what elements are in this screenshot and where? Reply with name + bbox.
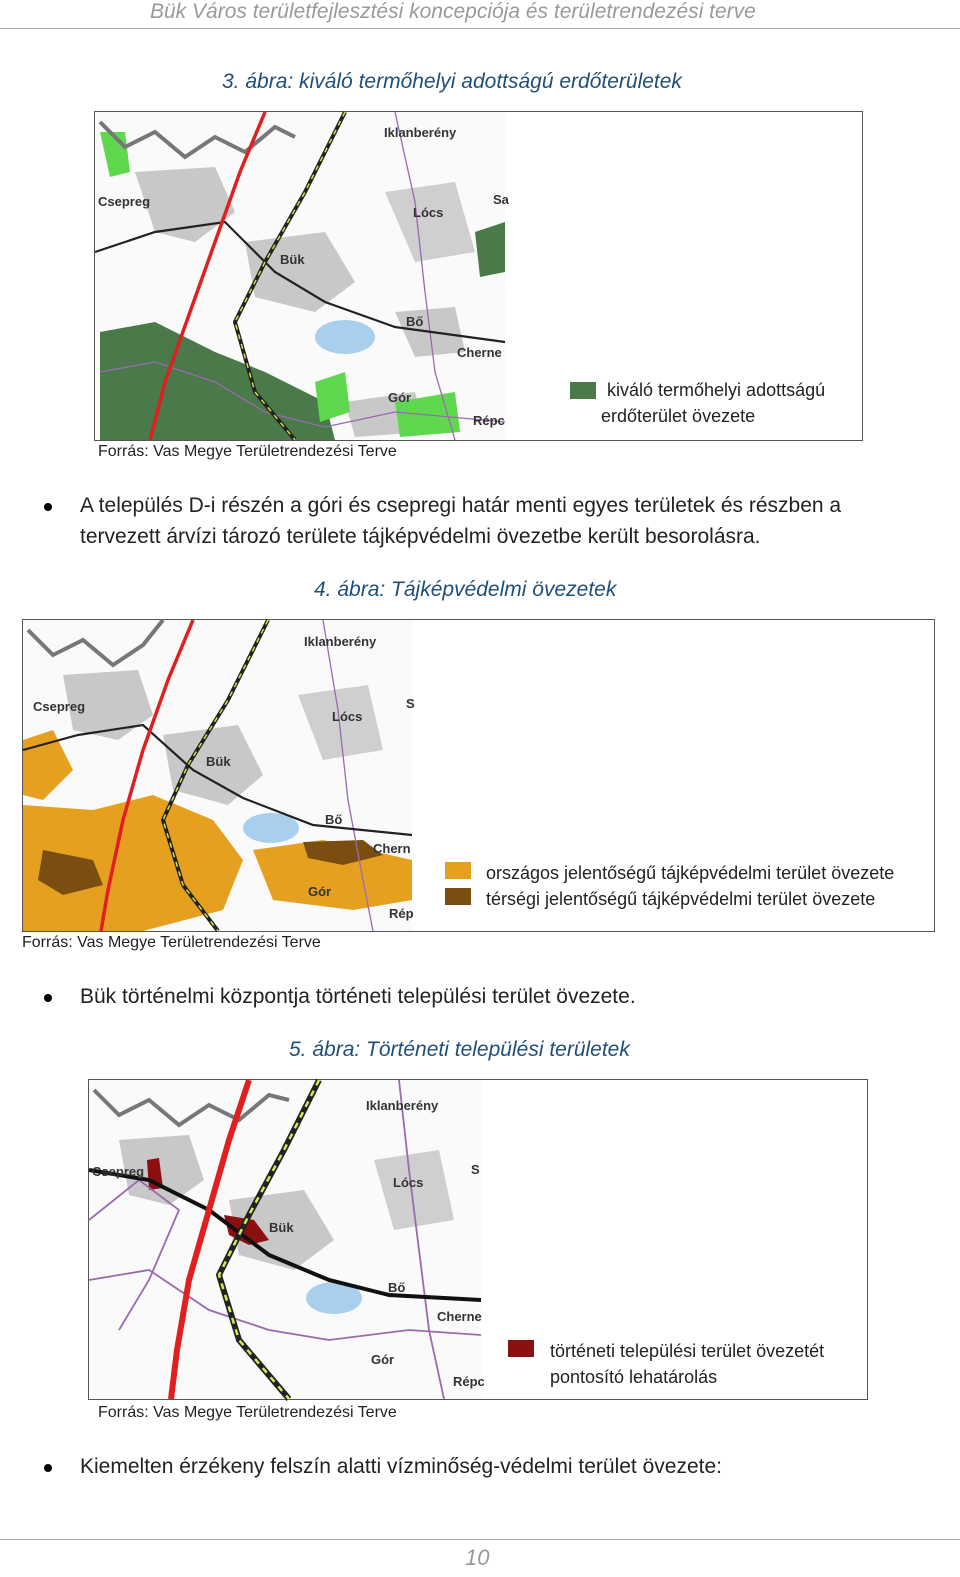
legend-label-forest-line2: erdőterület övezete <box>601 406 756 426</box>
place-label: Chern <box>373 841 411 856</box>
place-label: Lócs <box>332 709 363 724</box>
place-label: Csepreg <box>33 699 86 714</box>
legend-label-national: országos jelentőségű tájképvédelmi terület övezete <box>486 863 895 883</box>
bullet-1 <box>44 503 52 511</box>
place-label: Gór <box>388 390 412 405</box>
legend-label-forest-line1: kiváló termőhelyi adottságú <box>607 380 826 400</box>
figure-4-caption: 4. ábra: Tájképvédelmi övezetek <box>314 578 617 601</box>
legend-swatch-regional <box>445 888 471 905</box>
place-label: Iklanberény <box>304 634 377 649</box>
place-label: Rép <box>389 906 414 921</box>
legend-label-historic-line2: pontosító lehatárolás <box>550 1367 718 1387</box>
place-label: Bő <box>406 314 424 329</box>
place-label: Gór <box>371 1352 395 1367</box>
figure-4-box <box>22 619 935 932</box>
place-label: Cherne <box>437 1309 482 1324</box>
figure-5-map <box>89 1080 485 1399</box>
paragraph-1-line2: tervezett árvízi tározó területe tájképvédelmi övezetbe került besorolásra. <box>80 525 761 548</box>
place-label: Bő <box>388 1280 406 1295</box>
place-label: Cherne <box>457 345 502 360</box>
figure-4-map <box>23 620 415 931</box>
figure-3-caption: 3. ábra: kiváló termőhelyi adottságú erdőterületek <box>222 70 682 93</box>
paragraph-2: Bük történelmi központja történeti települési terület övezete. <box>80 985 636 1008</box>
header-title: Bük Város területfejlesztési koncepciója és területrendezési terve <box>150 0 756 23</box>
legend-swatch-national <box>445 862 471 879</box>
place-label: Lócs <box>413 205 444 220</box>
page-number: 10 <box>465 1545 490 1570</box>
paragraph-1-line1: A település D-i részén a góri és csepregi határ menti egyes területek és részben a <box>80 494 842 517</box>
page-header <box>0 0 960 29</box>
place-label: Répc <box>473 413 505 428</box>
place-label: Gór <box>308 884 332 899</box>
place-label: Répc <box>453 1374 485 1389</box>
place-label: Bük <box>280 252 305 267</box>
paragraph-3: Kiemelten érzékeny felszín alatti vízminőség-védelmi terület övezete: <box>80 1455 722 1478</box>
legend-swatch-historic <box>508 1340 534 1357</box>
figure-5-box <box>88 1079 868 1400</box>
legend-label-historic-line1: történeti települési terület övezetét <box>550 1341 825 1361</box>
place-label: Csepreg <box>98 194 151 209</box>
place-label: Sa <box>493 192 509 207</box>
figure-3-box <box>94 111 863 441</box>
place-label: Bük <box>206 754 231 769</box>
place-label: S <box>406 696 415 711</box>
legend-label-regional: térségi jelentőségű tájképvédelmi terület övezete <box>486 889 876 909</box>
place-label: Iklanberény <box>366 1098 439 1113</box>
figure-3-source: Forrás: Vas Megye Területrendezési Terve <box>98 443 397 460</box>
figure-5-caption: 5. ábra: Történeti települési területek <box>289 1038 630 1061</box>
footer-divider <box>0 1539 960 1540</box>
place-label: S <box>471 1162 480 1177</box>
place-label: Bő <box>325 812 343 827</box>
place-label: Iklanberény <box>384 125 457 140</box>
bullet-3 <box>44 1464 52 1472</box>
figure-4-source: Forrás: Vas Megye Területrendezési Terve <box>22 934 321 951</box>
place-label: Csepreg <box>92 1164 145 1179</box>
bullet-2 <box>44 994 52 1002</box>
legend-swatch-forest <box>570 382 596 399</box>
figure-5-source: Forrás: Vas Megye Területrendezési Terve <box>98 1404 397 1421</box>
figure-3-map <box>95 112 509 440</box>
place-label: Lócs <box>393 1175 424 1190</box>
place-label: Bük <box>269 1220 294 1235</box>
